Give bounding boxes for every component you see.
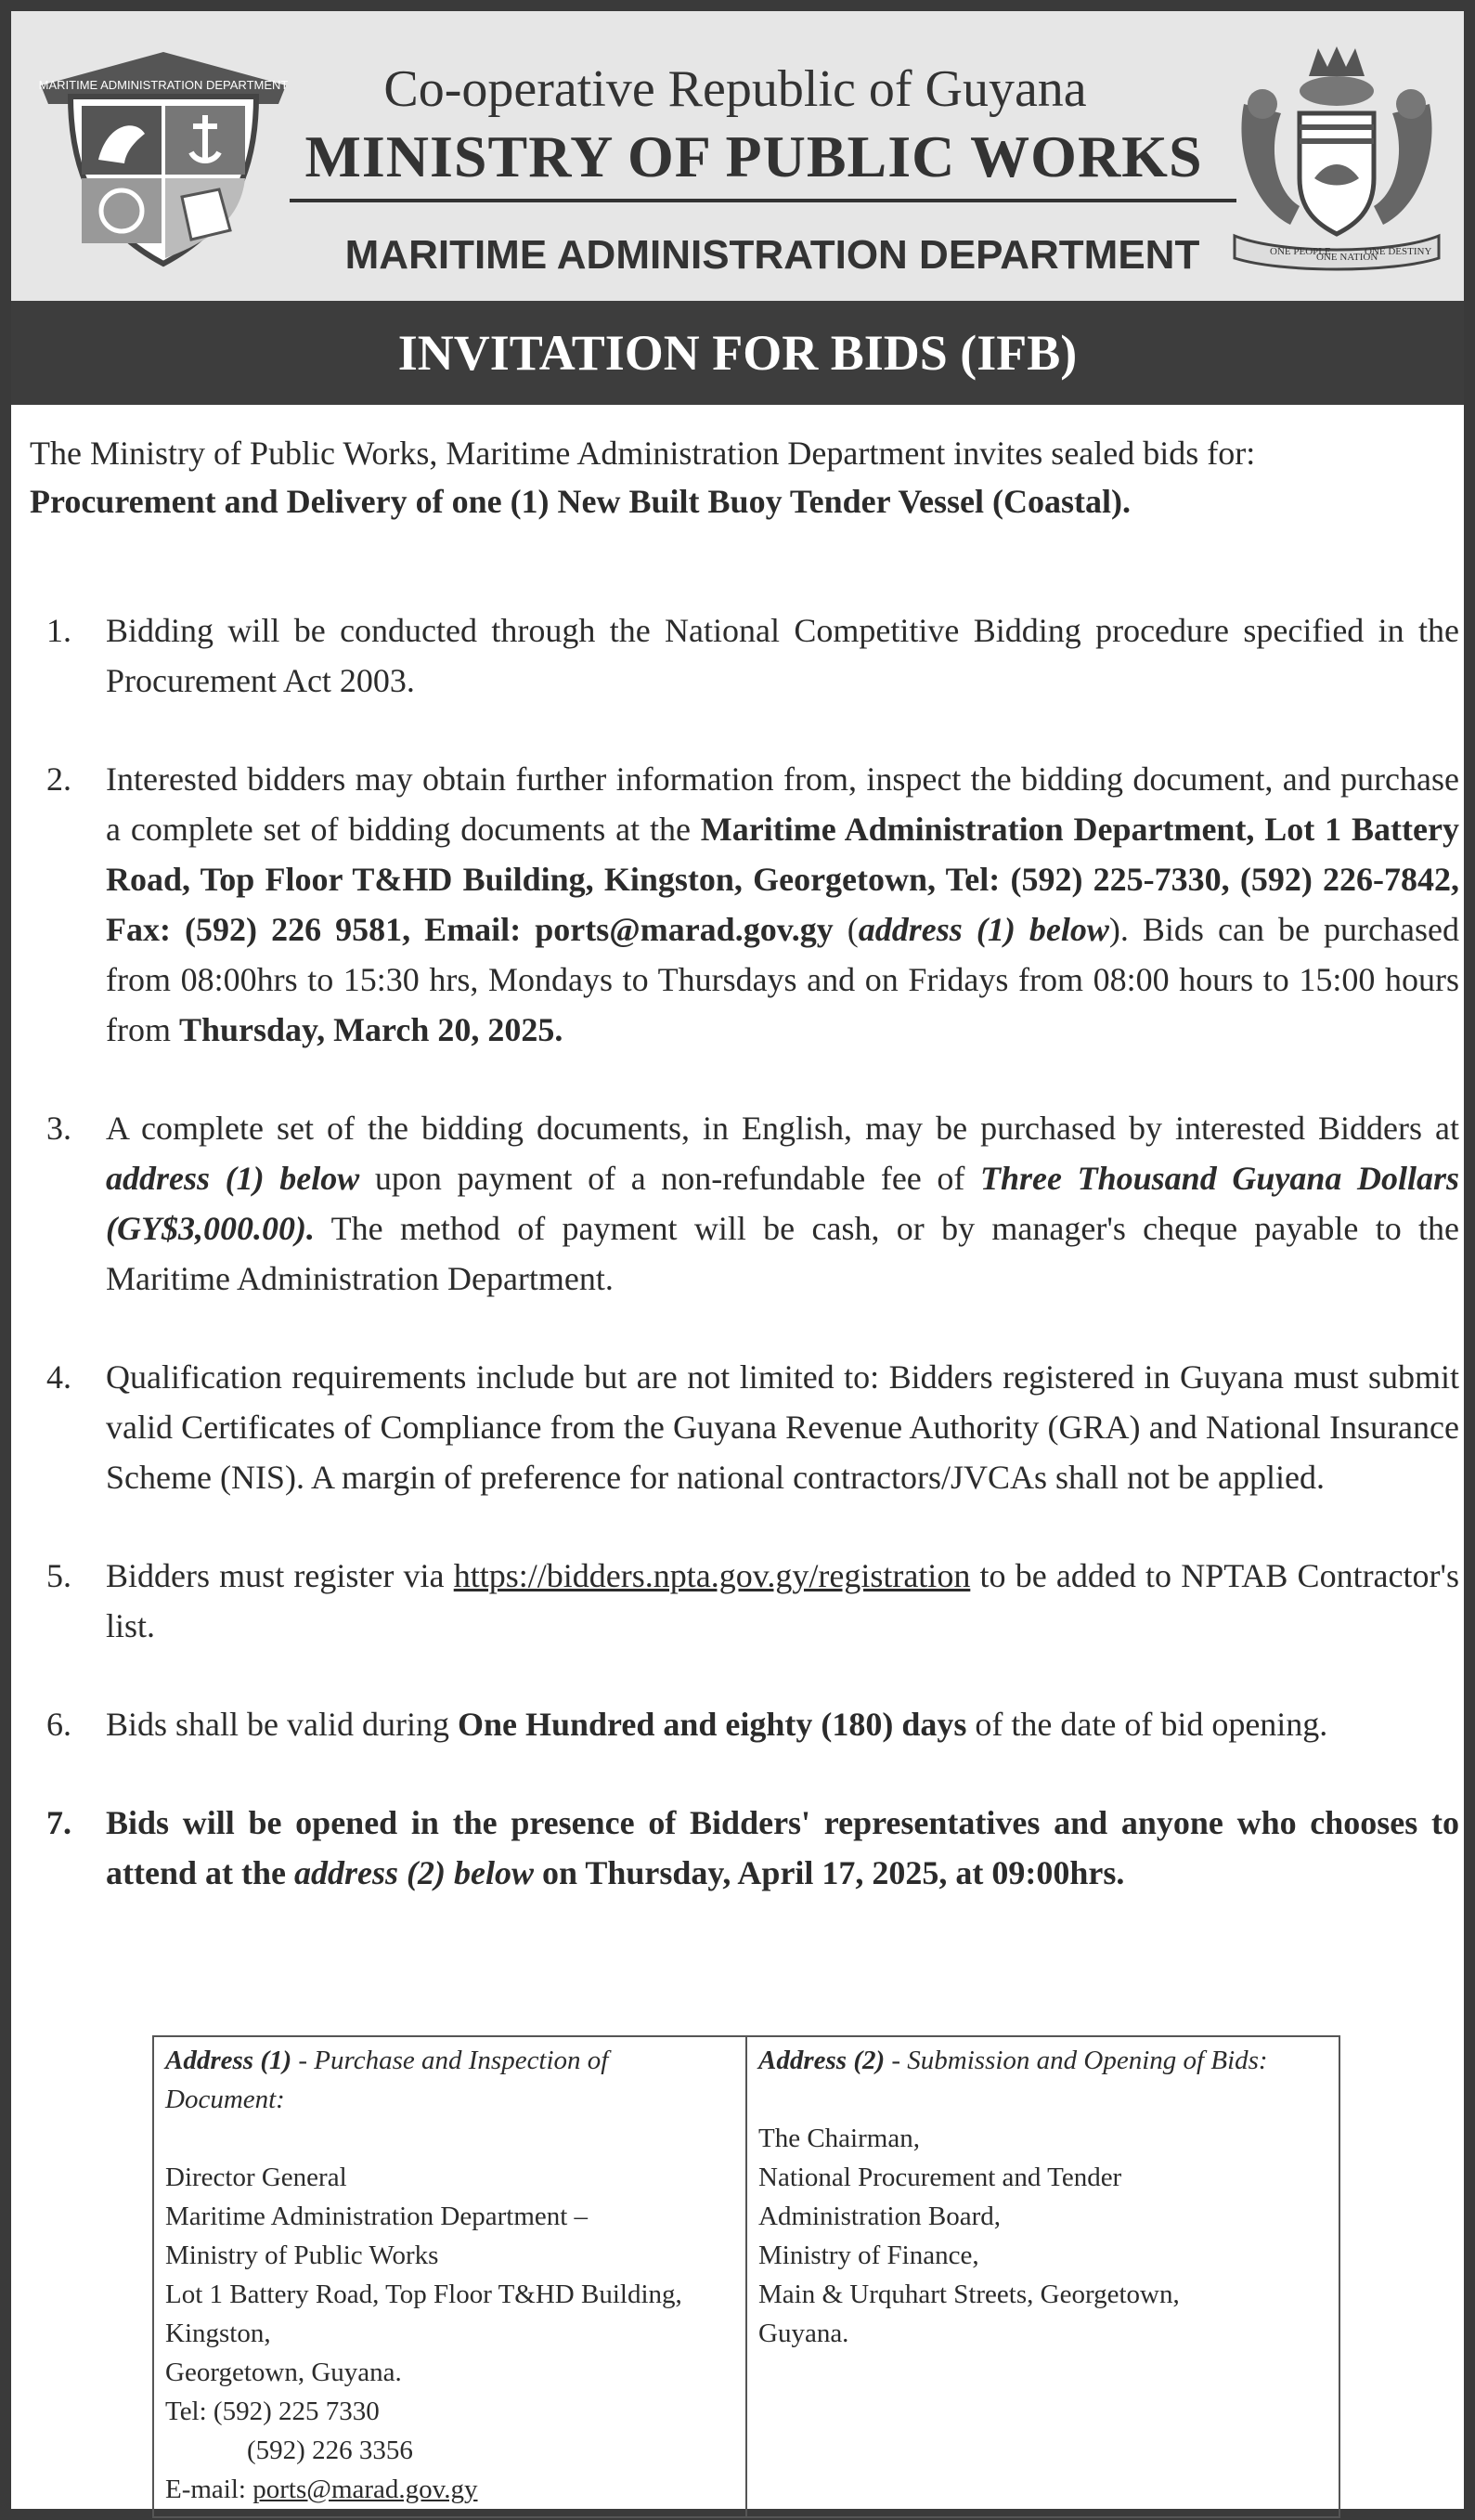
item-text [106, 1699, 1459, 1749]
item-text: Qualification requirements include but are not limited to: Bidders registered in Guyana must submit valid Certificates of Compliance from the Guyana Revenue Authority (GRA) and National Insurance Scheme (NIS). A margin of preference for national contractors/JVCAs shall not be applied. [106, 1358, 1459, 1496]
item-text-part: A complete set of the bidding documents, in English, may be purchased by interested Bidders at [106, 1110, 1459, 1147]
logo-left-text: MARITIME ADMINISTRATION DEPARTMENT [38, 78, 289, 92]
address-line: Lot 1 Battery Road, Top Floor T&HD Building, [165, 2280, 682, 2309]
address-table [152, 2035, 1340, 2518]
list-item [30, 754, 1459, 1055]
item-italic-part: address (2) below [293, 1854, 534, 1891]
maritime-logo-icon [33, 48, 293, 271]
item-number: 3. [46, 1110, 71, 1147]
item-text [106, 754, 1459, 1055]
department-name: MARITIME ADMINISTRATION DEPARTMENT [344, 232, 1200, 278]
list-item [30, 605, 1459, 706]
item-text-part: ( [833, 911, 859, 948]
list-item [30, 1551, 1459, 1651]
item-number: 2. [46, 760, 71, 798]
item-text-part: ). Bids can be purchased from 08:00hrs to 15:30 hrs, Mondays to Thursdays and on Fridays from 08:00 hours to 15:00 hours from [106, 911, 1459, 1048]
address-1-label: Address (1) [165, 2046, 292, 2075]
address-line: Director General [165, 2163, 347, 2192]
item-number: 4. [46, 1358, 71, 1396]
coat-of-arms-icon [1225, 39, 1448, 271]
address-1-desc: - Purchase and Inspection of Document: [165, 2046, 609, 2114]
ministry-name: MINISTRY OF PUBLIC WORKS [304, 123, 1203, 189]
intro-text: The Ministry of Public Works, Maritime Administration Department invites sealed bids for: [30, 435, 1256, 472]
crest-motto-2: ONE NATION [1316, 252, 1378, 263]
item-bold-italic-part: Three Thousand Guyana Dollars (GY$3,000.00). [106, 1160, 1459, 1247]
address-line: Ministry of Finance, [758, 2241, 979, 2270]
crest-motto-3: ONE DESTINY [1365, 246, 1432, 257]
address-line: Kingston, [165, 2319, 271, 2348]
address-2-heading [758, 2041, 1327, 2080]
address-1-heading [165, 2041, 734, 2119]
item-number: 6. [46, 1706, 71, 1743]
address-tel-1: Tel: (592) 225 7330 [165, 2397, 380, 2426]
address-line: Georgetown, Guyana. [165, 2358, 402, 2387]
list-item [30, 1352, 1459, 1502]
address-2-label: Address (2) [758, 2046, 886, 2075]
item-text-part: Bids will be opened in the presence of Bidders' representatives and anyone who chooses to attend at the [106, 1804, 1459, 1891]
address-1-cell [153, 2036, 746, 2517]
item-number: 7. [46, 1804, 71, 1841]
item-text [106, 1103, 1459, 1304]
email-link[interactable]: ports@marad.gov.gy [252, 2475, 478, 2504]
intro-paragraph [30, 429, 1459, 526]
item-bold-part: Maritime Administration Department, Lot 1 Battery Road, Top Floor T&HD Building, Kingston, Georgetown, Tel: (592) 225-7330, (592) 226-7842, Fax: (592) 226 9581, Email: ports@marad.gov.gy [106, 811, 1459, 948]
item-text-part: The method of payment will be cash, or by manager's cheque payable to the Maritime Administration Department. [106, 1210, 1459, 1297]
item-text-part: Bidders must register via [106, 1557, 454, 1594]
address-line: Administration Board, [758, 2202, 1001, 2231]
item-text-part: of the date of bid opening. [966, 1706, 1328, 1743]
item-text [106, 1551, 1459, 1651]
ifb-banner: INVITATION FOR BIDS (IFB) [11, 301, 1464, 405]
address-line: The Chairman, [758, 2124, 920, 2153]
item-text-part: to be added to NPTAB Contractor's list. [106, 1557, 1459, 1644]
registration-link[interactable]: https://bidders.npta.gov.gy/registration [453, 1557, 971, 1594]
item-bold-italic-part: address (1) below [858, 911, 1109, 948]
item-bold-part: One Hundred and eighty (180) days [457, 1706, 967, 1743]
country-name: Co-operative Republic of Guyana [383, 60, 1087, 118]
conditions-list [30, 605, 1459, 1946]
address-line: Guyana. [758, 2319, 849, 2348]
address-email [165, 2470, 734, 2509]
item-bold-part: Thursday, March 20, 2025. [178, 1011, 563, 1048]
list-item [30, 1699, 1459, 1749]
intro-bold-title: Procurement and Delivery of one (1) New Built Buoy Tender Vessel (Coastal). [30, 483, 1131, 520]
email-label: E-mail: [165, 2475, 253, 2504]
item-bold-italic-part: address (1) below [106, 1160, 360, 1197]
address-line: Main & Urquhart Streets, Georgetown, [758, 2280, 1180, 2309]
header-divider [290, 199, 1236, 202]
item-number: 5. [46, 1557, 71, 1594]
address-line: Maritime Administration Department – [165, 2202, 589, 2231]
item-text-part: upon payment of a non-refundable fee of [359, 1160, 981, 1197]
item-number: 1. [46, 612, 71, 649]
item-text-part: Bids shall be valid during [106, 1706, 458, 1743]
list-item [30, 1798, 1459, 1898]
item-text-part: on Thursday, April 17, 2025, at 09:00hrs. [533, 1854, 1125, 1891]
address-line: Ministry of Public Works [165, 2241, 439, 2270]
crest-motto-1: ONE PEOPLE [1270, 246, 1331, 257]
list-item [30, 1103, 1459, 1304]
address-2-cell [746, 2036, 1339, 2517]
address-line: National Procurement and Tender [758, 2163, 1122, 2192]
header [11, 11, 1464, 301]
address-2-desc: - Submission and Opening of Bids: [885, 2046, 1268, 2075]
item-text [106, 1798, 1459, 1898]
item-text: Bidding will be conducted through the National Competitive Bidding procedure specified in the Procurement Act 2003. [106, 612, 1459, 699]
item-text-part: Interested bidders may obtain further information from, inspect the bidding document, and purchase a complete set of bidding documents at the [106, 760, 1459, 848]
address-tel-2: (592) 226 3356 [247, 2436, 413, 2465]
